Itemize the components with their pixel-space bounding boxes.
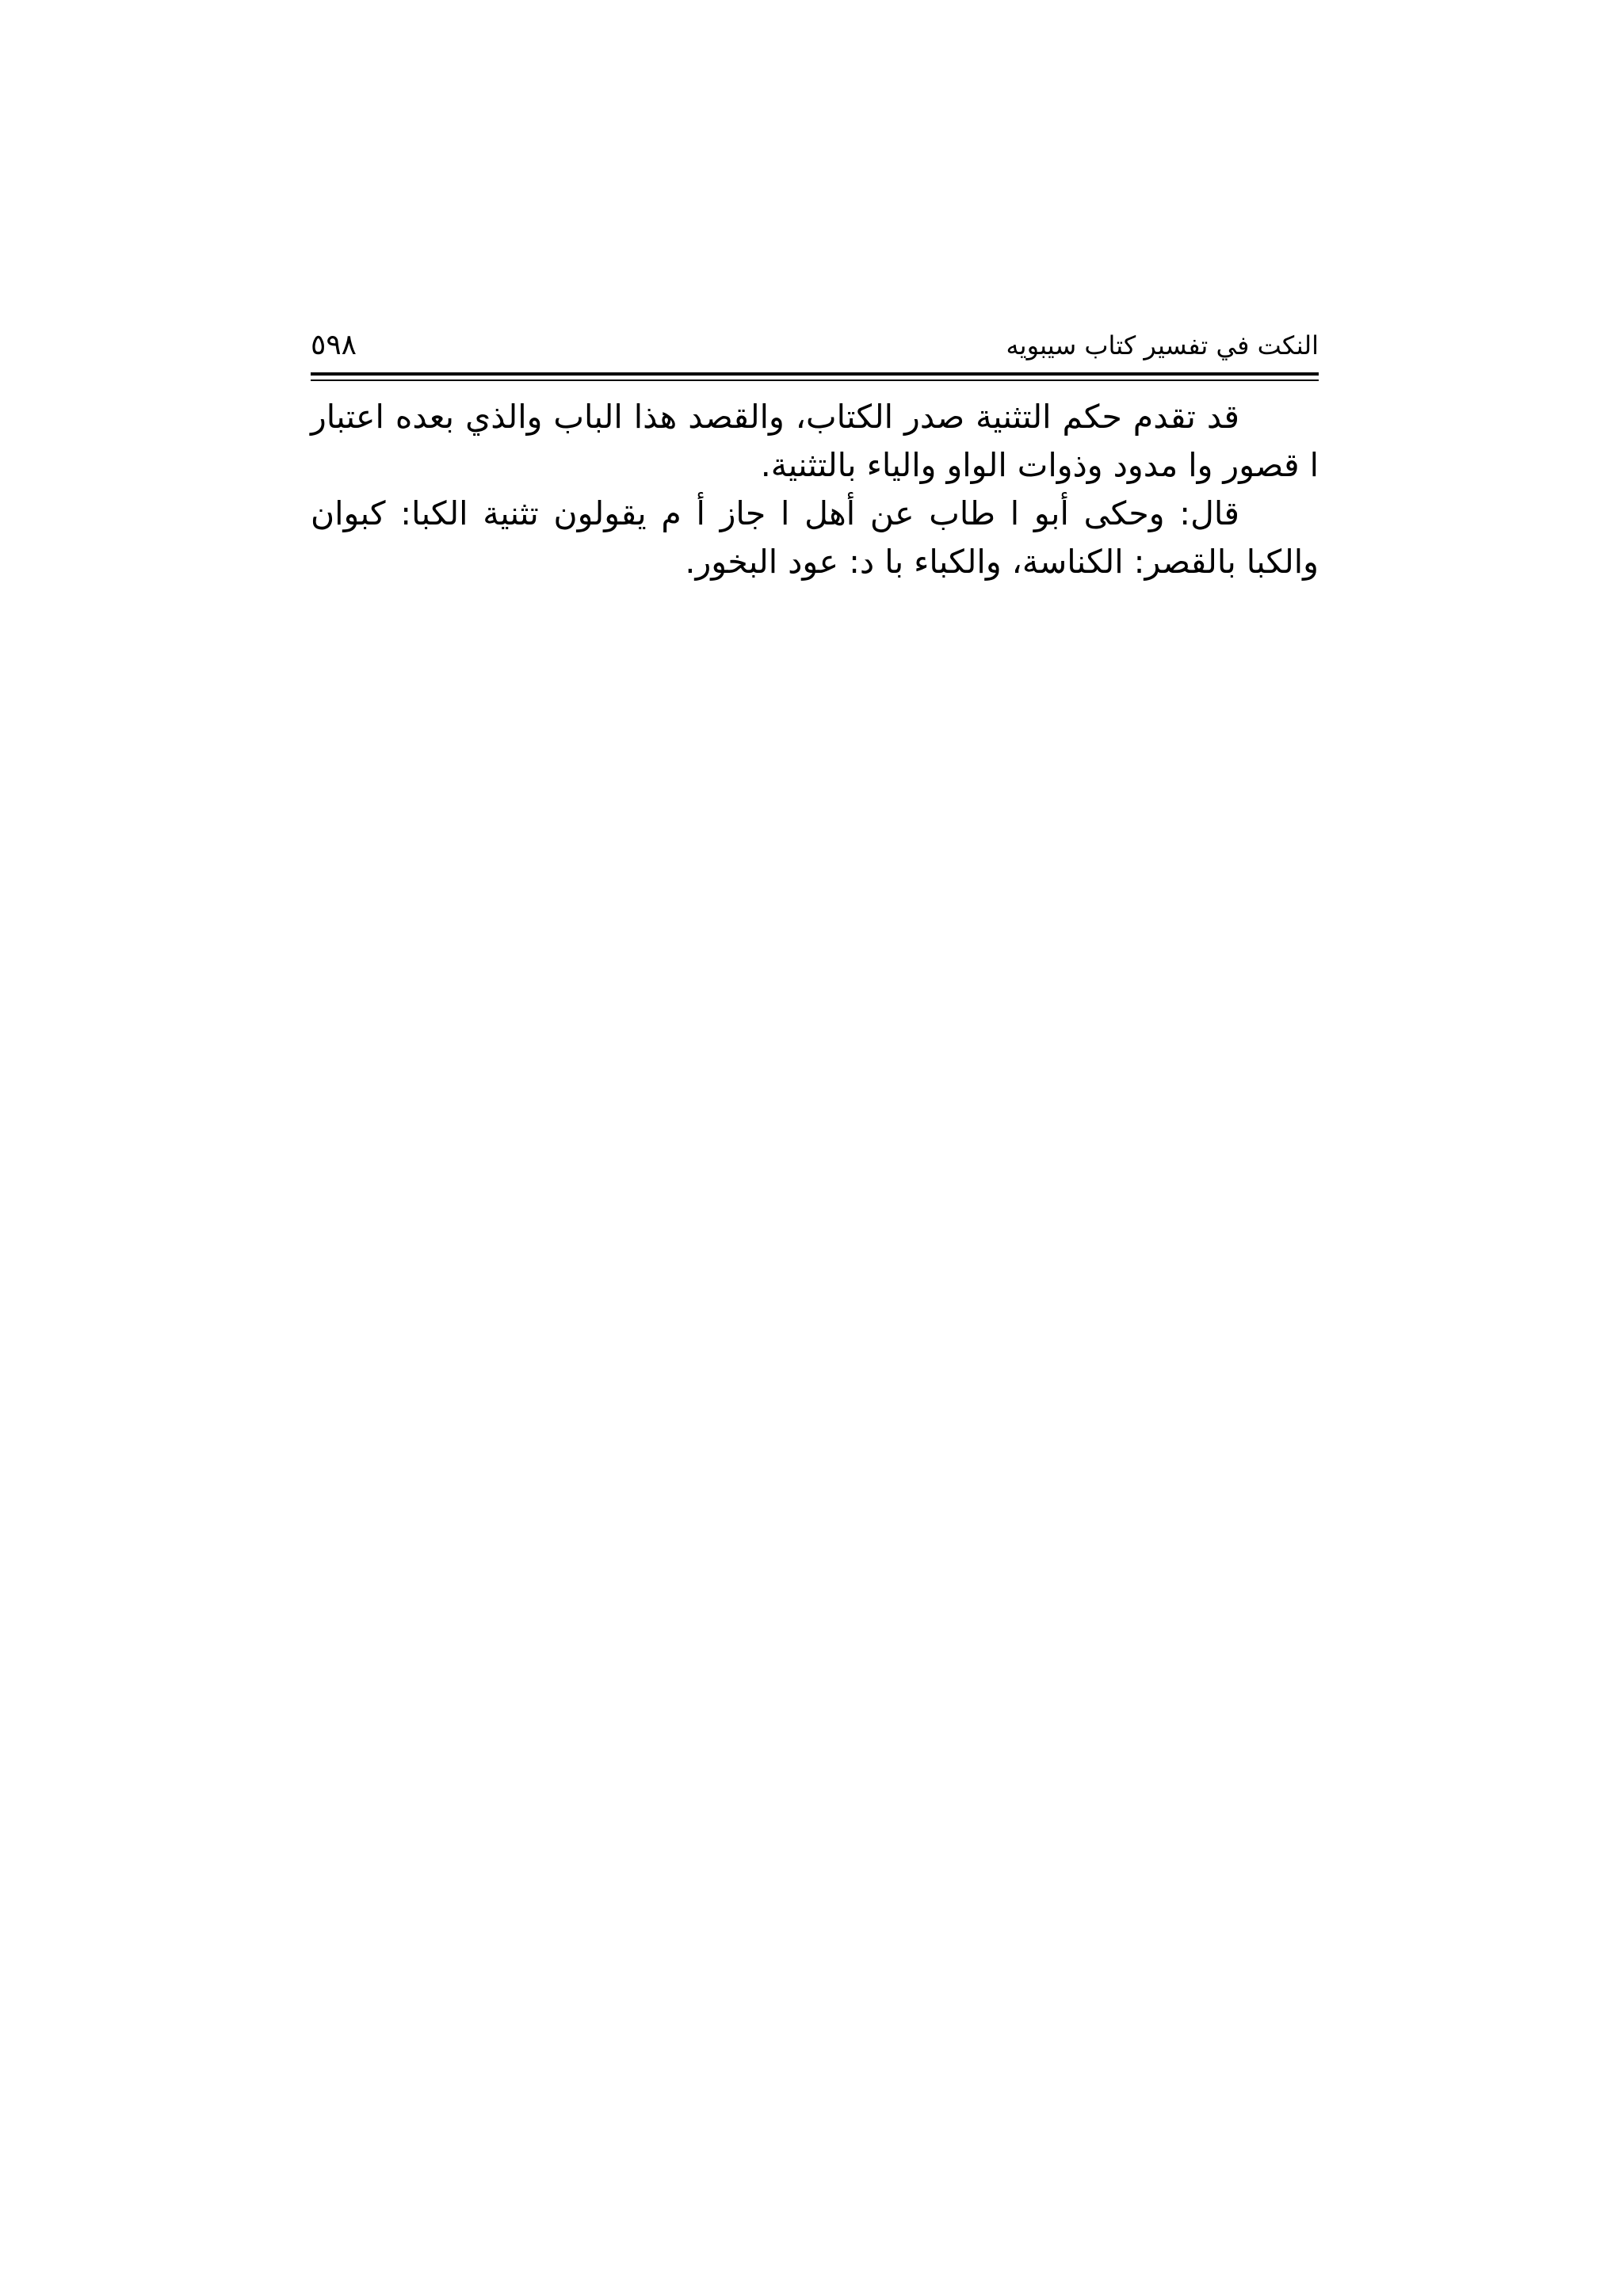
page-number: ٥٩٨	[311, 329, 357, 361]
header-title: النكت في تفسير كتاب سيبويه	[1006, 330, 1319, 360]
header-rule-thin	[311, 379, 1319, 381]
paragraph: قد تقدم حكم التثنية صدر الكتاب، والقصد هذا الباب والذي بعده اعتبار ا قصور وا مدود وذوات الواو والياء بالتثنية.	[311, 398, 1319, 484]
body-text	[311, 393, 1319, 586]
header-rule-thick	[311, 372, 1319, 376]
running-header	[311, 323, 1319, 372]
paragraph: قال: وحكى أبو ا طاب عن أهل ا جاز أ م يقولون تثنية الكبا: كبوان والكبا بالقصر: الكناسة، والكباء با د: عود البخور.	[311, 494, 1319, 581]
